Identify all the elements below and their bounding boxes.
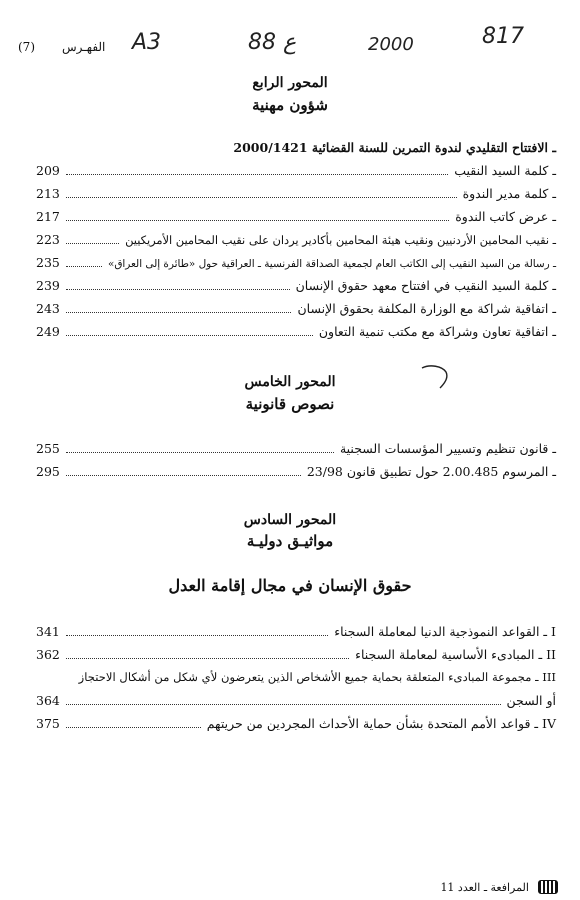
leader-dots	[66, 232, 119, 244]
leader-dots	[66, 324, 313, 336]
leader-dots	[66, 441, 334, 453]
handwritten-note-1: A3	[132, 30, 162, 55]
entry-page: 362	[36, 647, 60, 662]
journal-logo-icon	[538, 880, 558, 894]
entry-page: 223	[36, 232, 60, 247]
entry-title: ـ عرض كاتب الندوة	[455, 209, 556, 224]
page-marker: (7)	[18, 40, 35, 54]
toc-entry[interactable]	[36, 163, 556, 183]
leader-dots	[66, 209, 449, 221]
section-heading: حقوق الإنسان في مجال إقامة العدل	[168, 576, 412, 595]
entry-title: II ـ المبادىء الأساسية لمعاملة السجناء	[355, 647, 556, 662]
toc-entry[interactable]	[36, 464, 556, 484]
entry-title: ـ المرسوم 2.00.485 حول تطبيق قانون 23/98	[306, 464, 556, 479]
entry-page: 239	[36, 278, 60, 293]
toc-entry[interactable]	[36, 324, 556, 344]
entry-title: I ـ القواعد النموذجية الدنيا لمعاملة السجناء	[334, 624, 556, 639]
toc-entry[interactable]	[36, 232, 556, 252]
entry-page: 295	[36, 464, 60, 479]
leader-dots	[66, 464, 301, 476]
leader-dots	[66, 186, 457, 198]
toc-entry[interactable]	[36, 278, 556, 298]
handwritten-note-2: ع 88	[248, 30, 297, 55]
entry-title: IV ـ قواعد الأمم المتحدة بشأن حماية الأحداث المجردين من حريتهم	[206, 716, 556, 731]
entry-page: 243	[36, 301, 60, 316]
entry-title: ـ نقيب المحامين الأردنيين ونقيب هيئة المحامين بأكادير يردان على نقيب المحامين الأمريكيين	[125, 233, 556, 247]
toc-entry[interactable]	[36, 209, 556, 229]
entry-title: ـ قانون تنظيم وتسيير المؤسسات السجنية	[339, 441, 556, 456]
entry-title: ـ رسالة من السيد النقيب إلى الكاتب العام لجمعية الصداقة الفرنسية ـ العراقية حول «طائرة إلى العراق»	[108, 258, 556, 270]
group-title: ـ الافتتاح التقليدي لندوة التمرين للسنة القضائية 2000/1421	[233, 140, 556, 155]
axis-4-subtitle: شؤون مهنية	[252, 96, 328, 114]
entry-page: 217	[36, 209, 60, 224]
entry-title: ـ اتفاقية شراكة مع الوزارة المكلفة بحقوق الإنسان	[297, 301, 556, 316]
entry-page: 375	[36, 716, 60, 731]
entry-page: 364	[36, 693, 60, 708]
entry-title: ـ كلمة السيد النقيب	[454, 163, 556, 178]
axis-6-subtitle: مواثيـق دوليـة	[246, 532, 334, 550]
leader-dots	[66, 716, 201, 728]
section-label: الفهـرس	[62, 40, 106, 54]
axis-5-title: المحور الخامس	[244, 374, 336, 390]
leader-dots	[66, 278, 290, 290]
leader-dots	[66, 647, 349, 659]
footer-text: المرافعة ـ العدد 11	[440, 881, 529, 894]
leader-dots	[66, 624, 328, 636]
entry-title-multiline[interactable]: III ـ مجموعة المبادىء المتعلقة بحماية جميع الأشخاص الذين يتعرضون لأي شكل من أشكال الاحتجاز	[78, 670, 556, 684]
toc-entry[interactable]	[36, 624, 556, 644]
toc-entry[interactable]	[36, 441, 556, 461]
leader-dots	[66, 163, 448, 175]
handwritten-note-3: 2000	[368, 34, 414, 55]
entry-page: 213	[36, 186, 60, 201]
entry-page: 209	[36, 163, 60, 178]
toc-entry[interactable]	[36, 186, 556, 206]
axis-5-subtitle: نصوص قانونية	[245, 395, 335, 413]
entry-title: ـ كلمة السيد النقيب في افتتاح معهد حقوق الإنسان	[295, 278, 556, 293]
entry-page: 249	[36, 324, 60, 339]
entry-page: 255	[36, 441, 60, 456]
toc-entry[interactable]	[36, 301, 556, 321]
entry-title: أو السجن	[506, 693, 556, 708]
footer	[440, 876, 558, 895]
entry-title: ـ كلمة مدير الندوة	[462, 186, 556, 201]
handwritten-note-4: 817	[482, 24, 524, 49]
axis-4-title: المحور الرابع	[252, 75, 328, 91]
entry-page: 235	[36, 255, 60, 270]
axis-6-title: المحور السادس	[243, 512, 337, 528]
entry-title: ـ اتفاقية تعاون وشراكة مع مكتب تنمية التعاون	[318, 324, 556, 339]
toc-entry[interactable]	[36, 716, 556, 736]
leader-dots	[66, 301, 291, 313]
leader-dots	[66, 255, 102, 267]
toc-entry[interactable]	[36, 647, 556, 667]
toc-entry[interactable]	[36, 693, 556, 713]
toc-entry[interactable]	[36, 255, 556, 275]
leader-dots	[66, 693, 501, 705]
entry-page: 341	[36, 624, 60, 639]
